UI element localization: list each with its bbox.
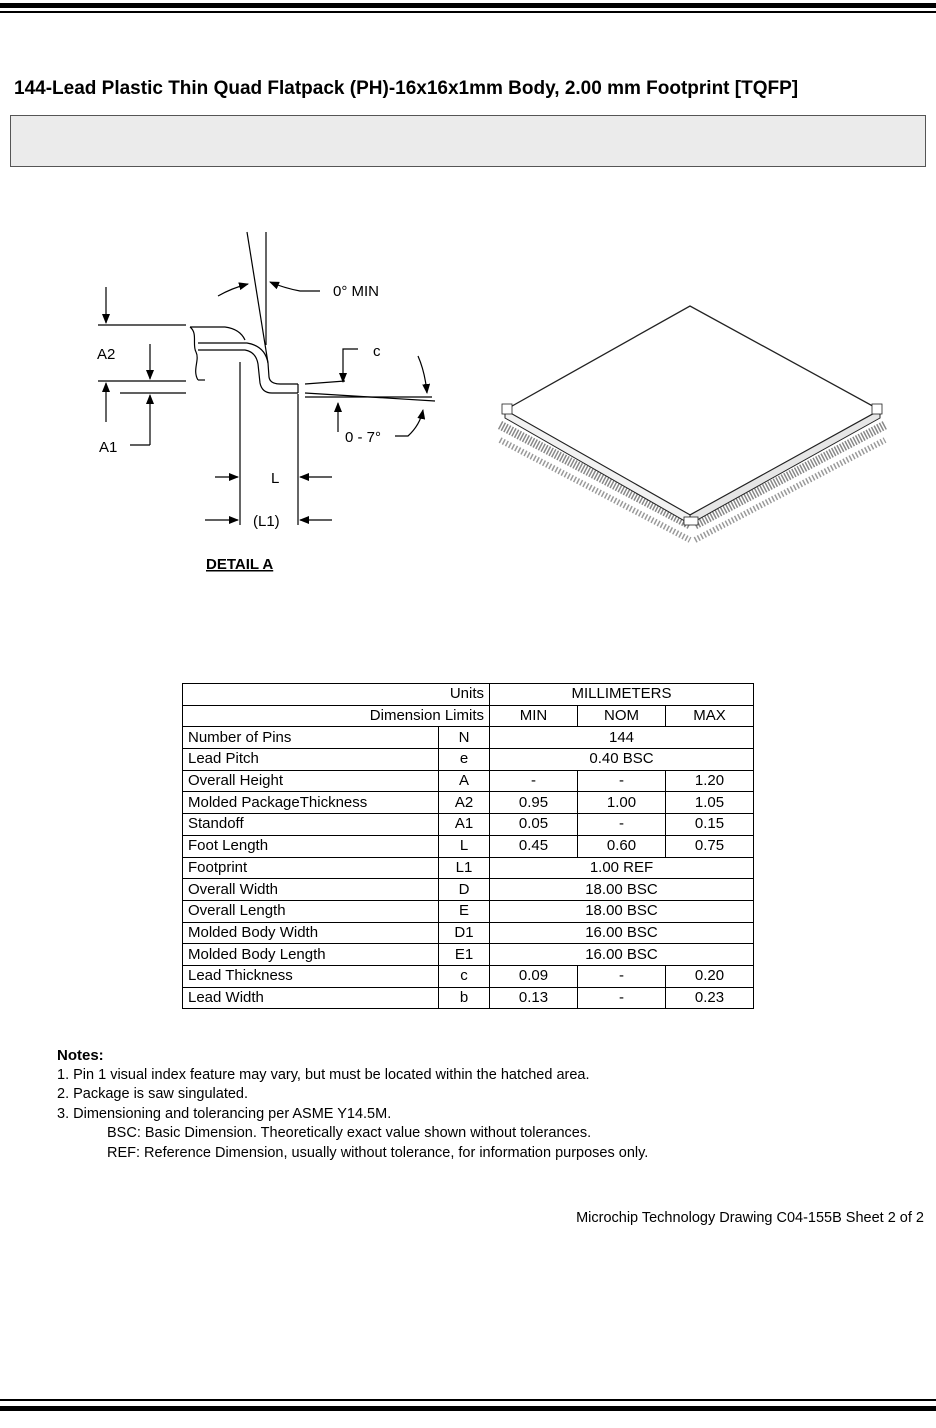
dimension-min: 0.45 [490, 835, 578, 857]
gray-banner [10, 115, 926, 167]
bottom-rule-thin [0, 1399, 936, 1401]
top-rule-thick [0, 3, 936, 8]
table-row [183, 944, 754, 966]
dimension-name: Overall Length [183, 900, 439, 922]
dimension-value: 0.40 BSC [490, 749, 754, 771]
note-item: 2. Package is saw singulated. [57, 1086, 249, 1102]
dimension-name: Footprint [183, 857, 439, 879]
dimension-name: Overall Height [183, 770, 439, 792]
col-nom: NOM [578, 705, 666, 727]
top-rule-thin [0, 11, 936, 13]
label-l1: (L1) [253, 513, 280, 530]
table-row [183, 792, 754, 814]
table-row [183, 749, 754, 771]
dimension-value: 144 [490, 727, 754, 749]
note-def-bsc: BSC: Basic Dimension. Theoretically exact value shown without tolerances. [107, 1125, 592, 1141]
lead-profile [98, 232, 435, 525]
units-value: MILLIMETERS [490, 684, 754, 706]
dimension-max: 0.20 [666, 965, 754, 987]
dimension-max: 1.20 [666, 770, 754, 792]
table-row [183, 900, 754, 922]
dimension-nom: - [578, 987, 666, 1009]
dimension-nom: - [578, 770, 666, 792]
table-row [183, 922, 754, 944]
dimension-name: Foot Length [183, 835, 439, 857]
dimension-symbol: E1 [439, 944, 490, 966]
dimension-symbol: A1 [439, 814, 490, 836]
dimension-name: Lead Thickness [183, 965, 439, 987]
table-row [183, 770, 754, 792]
note-item: 3. Dimensioning and tolerancing per ASME Y14.5M. [57, 1105, 392, 1122]
label-c: c [373, 343, 381, 360]
notes-heading: Notes: [57, 1047, 104, 1064]
table-row [183, 727, 754, 749]
dimension-name: Number of Pins [183, 727, 439, 749]
dimension-value: 18.00 BSC [490, 900, 754, 922]
table-row [183, 814, 754, 836]
table-header-units [183, 684, 754, 706]
table-row [183, 965, 754, 987]
col-min: MIN [490, 705, 578, 727]
table-row [183, 879, 754, 901]
dimension-value: 18.00 BSC [490, 879, 754, 901]
dimension-symbol: A [439, 770, 490, 792]
note-item: 1. Pin 1 visual index feature may vary, but must be located within the hatched area. [57, 1066, 590, 1083]
table-header-limits [183, 705, 754, 727]
dimension-min: 0.09 [490, 965, 578, 987]
label-angle-min: 0° MIN [333, 283, 380, 300]
dimension-symbol: D [439, 879, 490, 901]
bottom-rule-thick [0, 1406, 936, 1411]
dimension-max: 0.15 [666, 814, 754, 836]
dimension-symbol: b [439, 987, 490, 1009]
units-label: Units [183, 684, 490, 706]
dimension-name: Molded Body Width [183, 922, 439, 944]
dimension-min: 0.95 [490, 792, 578, 814]
notes-section [57, 1046, 648, 1163]
limits-label: Dimension Limits [183, 705, 490, 727]
dimension-symbol: N [439, 727, 490, 749]
dimension-max: 0.75 [666, 835, 754, 857]
dimension-symbol: E [439, 900, 490, 922]
label-angle-range: 0 - 7° [345, 429, 382, 446]
dimension-name: Lead Width [183, 987, 439, 1009]
page-title: 144-Lead Plastic Thin Quad Flatpack (PH)-16x16x1mm Body, 2.00 mm Footprint [TQFP] [14, 78, 799, 99]
dimension-min: - [490, 770, 578, 792]
dimension-nom: - [578, 965, 666, 987]
detail-a-caption: DETAIL A [206, 556, 274, 573]
dimension-name: Molded Body Length [183, 944, 439, 966]
label-l: L [271, 470, 280, 487]
col-max: MAX [666, 705, 754, 727]
dimension-symbol: e [439, 749, 490, 771]
note-def-ref: REF: Reference Dimension, usually without tolerance, for information purposes only. [107, 1144, 649, 1161]
table-row [183, 987, 754, 1009]
label-a1: A1 [99, 439, 118, 456]
dimension-symbol: c [439, 965, 490, 987]
dimension-nom: - [578, 814, 666, 836]
dimension-table [182, 683, 754, 1009]
dimension-value: 16.00 BSC [490, 944, 754, 966]
dimension-name: Overall Width [183, 879, 439, 901]
dimension-max: 0.23 [666, 987, 754, 1009]
dimension-symbol: A2 [439, 792, 490, 814]
dimension-nom: 1.00 [578, 792, 666, 814]
dimension-symbol: L [439, 835, 490, 857]
dimension-min: 0.13 [490, 987, 578, 1009]
dimension-value: 16.00 BSC [490, 922, 754, 944]
dimension-symbol: L1 [439, 857, 490, 879]
table-row [183, 835, 754, 857]
dimension-min: 0.05 [490, 814, 578, 836]
dimension-value: 1.00 REF [490, 857, 754, 879]
table-row [183, 857, 754, 879]
detail-a-drawing [0, 215, 936, 585]
dimension-name: Lead Pitch [183, 749, 439, 771]
label-a2: A2 [97, 346, 116, 363]
dimension-name: Molded PackageThickness [183, 792, 439, 814]
dimension-symbol: D1 [439, 922, 490, 944]
dimension-name: Standoff [183, 814, 439, 836]
dimension-nom: 0.60 [578, 835, 666, 857]
tqfp-package-illustration [500, 306, 885, 540]
drawing-footer: Microchip Technology Drawing C04-155B Sheet 2 of 2 [576, 1210, 924, 1226]
dimension-max: 1.05 [666, 792, 754, 814]
